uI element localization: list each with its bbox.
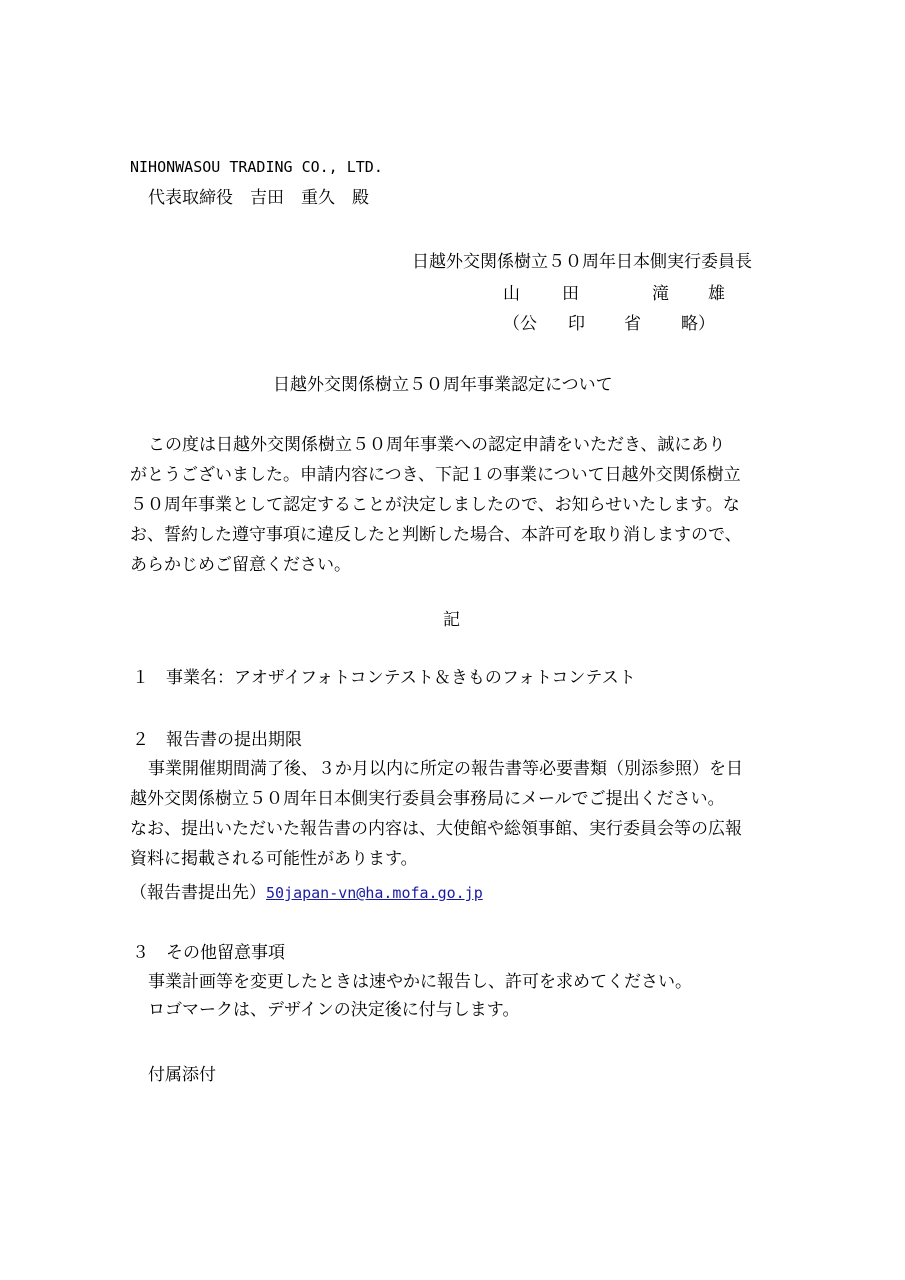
ki-marker: 記 (443, 610, 460, 630)
item2-heading: 報告書の提出期限 (166, 730, 302, 750)
item3-number: ３ (132, 943, 149, 963)
item2-paragraph (130, 754, 780, 874)
email-link[interactable]: 50japan-vn@ha.mofa.go.jp (266, 884, 483, 902)
item3-line-1: 事業計画等を変更したときは速やかに報告し、許可を求めてください。 (148, 972, 692, 992)
item2-line-3: なお、提出いただいた報告書の内容は、大使館や総領事館、実行委員会等の広報 (130, 819, 742, 839)
seal-note-part-4: 略） (681, 314, 715, 334)
item2-line-4: 資料に掲載される可能性があります。 (130, 849, 418, 869)
sender-name-char-2: 田 (562, 284, 579, 304)
sender-title: 日越外交関係樹立５０周年日本側実行委員長 (412, 252, 752, 272)
body-line-3: ５０周年事業として認定することが決定しましたので、お知らせいたします。な (130, 495, 740, 515)
body-line-1: この度は日越外交関係樹立５０周年事業への認定申請をいただき、誠にあり (148, 435, 726, 455)
item1-text: 事業名：アオザイフォトコンテスト＆きものフォトコンテスト (166, 668, 636, 688)
item2-number: ２ (132, 730, 149, 750)
sender-name-char-4: 雄 (708, 284, 725, 304)
submit-label: （報告書提出先） (130, 883, 266, 903)
body-line-5: あらかじめご留意ください。 (130, 555, 351, 575)
item1-number: １ (132, 668, 149, 688)
body-line-2: がとうございました。申請内容につき、下記１の事業について日越外交関係樹立 (130, 465, 741, 485)
attachment-label: 付属添付 (148, 1065, 216, 1085)
body-line-4: お、誓約した遵守事項に違反したと判断した場合、本許可を取り消しますので、 (130, 525, 742, 545)
submit-destination (130, 879, 483, 907)
addressee-company: NIHONWASOU TRADING CO., LTD. (130, 158, 383, 176)
item2-line-2: 越外交関係樹立５０周年日本側実行委員会事務局にメールでご提出ください。 (130, 789, 725, 809)
item3-line-2: ロゴマークは、デザインの決定後に付与します。 (148, 1000, 520, 1020)
document-subject: 日越外交関係樹立５０周年事業認定について (273, 375, 613, 395)
sender-name-char-3: 滝 (652, 284, 669, 304)
sender-name (503, 280, 725, 308)
seal-note-part-2: 印 (568, 314, 585, 334)
sender-name-char-1: 山 (503, 284, 520, 304)
addressee-person: 代表取締役 吉田 重久 殿 (148, 188, 369, 208)
item2-line-1: 事業開催期間満了後、３か月以内に所定の報告書等必要書類（別添参照）を日 (148, 759, 743, 779)
seal-note-part-1: （公 (503, 314, 537, 334)
item3-heading: その他留意事項 (166, 943, 285, 963)
body-paragraph (130, 430, 780, 580)
seal-note-part-3: 省 (624, 314, 641, 334)
seal-note (503, 310, 715, 338)
